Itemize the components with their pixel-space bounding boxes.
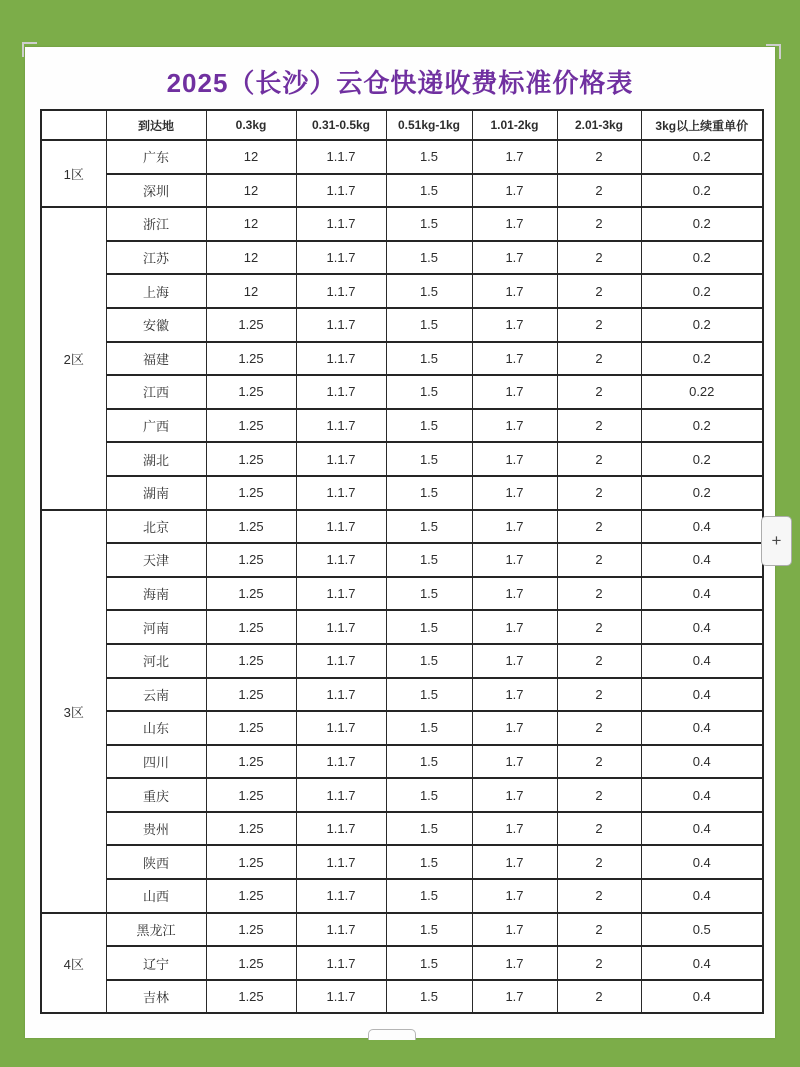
price-cell: 2 <box>557 644 641 678</box>
price-cell: 1.5 <box>386 913 472 947</box>
destination-cell: 黑龙江 <box>106 913 206 947</box>
price-cell: 1.7 <box>472 577 557 611</box>
destination-cell: 云南 <box>106 678 206 712</box>
table-row <box>41 510 763 544</box>
price-cell: 1.7 <box>472 476 557 510</box>
price-cell: 1.7 <box>472 409 557 443</box>
price-cell: 1.1.7 <box>296 745 386 779</box>
price-cell: 1.5 <box>386 174 472 208</box>
price-cell: 1.5 <box>386 409 472 443</box>
price-cell: 2 <box>557 913 641 947</box>
price-cell: 1.5 <box>386 342 472 376</box>
price-cell: 1.7 <box>472 207 557 241</box>
price-cell: 1.7 <box>472 980 557 1014</box>
price-cell: 0.4 <box>641 711 763 745</box>
table-row <box>41 879 763 913</box>
destination-cell: 安徽 <box>106 308 206 342</box>
price-cell: 2 <box>557 510 641 544</box>
table-row <box>41 308 763 342</box>
price-cell: 1.25 <box>206 812 296 846</box>
price-cell: 1.7 <box>472 845 557 879</box>
price-cell: 1.1.7 <box>296 241 386 275</box>
table-row <box>41 140 763 174</box>
price-cell: 1.25 <box>206 543 296 577</box>
price-cell: 2 <box>557 174 641 208</box>
price-cell: 1.1.7 <box>296 409 386 443</box>
price-cell: 1.25 <box>206 778 296 812</box>
destination-cell: 湖南 <box>106 476 206 510</box>
price-cell: 0.2 <box>641 476 763 510</box>
price-cell: 2 <box>557 409 641 443</box>
price-cell: 0.4 <box>641 879 763 913</box>
price-cell: 1.7 <box>472 946 557 980</box>
price-cell: 1.25 <box>206 409 296 443</box>
destination-cell: 河北 <box>106 644 206 678</box>
price-cell: 1.1.7 <box>296 879 386 913</box>
price-cell: 1.1.7 <box>296 174 386 208</box>
table-row <box>41 644 763 678</box>
header-cell: 2.01-3kg <box>557 110 641 140</box>
price-cell: 1.1.7 <box>296 274 386 308</box>
price-cell: 1.1.7 <box>296 812 386 846</box>
price-cell: 1.5 <box>386 610 472 644</box>
destination-cell: 上海 <box>106 274 206 308</box>
price-cell: 1.7 <box>472 342 557 376</box>
price-cell: 1.5 <box>386 812 472 846</box>
price-cell: 1.1.7 <box>296 913 386 947</box>
price-cell: 2 <box>557 543 641 577</box>
price-cell: 1.1.7 <box>296 308 386 342</box>
price-cell: 0.2 <box>641 241 763 275</box>
price-cell: 1.1.7 <box>296 510 386 544</box>
price-cell: 2 <box>557 711 641 745</box>
price-cell: 1.7 <box>472 543 557 577</box>
price-cell: 1.5 <box>386 745 472 779</box>
price-cell: 0.2 <box>641 342 763 376</box>
price-cell: 1.25 <box>206 476 296 510</box>
destination-cell: 吉林 <box>106 980 206 1014</box>
price-cell: 1.7 <box>472 678 557 712</box>
header-row <box>41 110 763 140</box>
price-cell: 1.1.7 <box>296 644 386 678</box>
table-row <box>41 409 763 443</box>
zone-cell: 1区 <box>41 140 106 207</box>
price-cell: 0.4 <box>641 644 763 678</box>
price-table <box>40 109 764 1014</box>
destination-cell: 江苏 <box>106 241 206 275</box>
header-cell: 1.01-2kg <box>472 110 557 140</box>
header-cell: 3kg以上续重单价 <box>641 110 763 140</box>
price-cell: 0.2 <box>641 274 763 308</box>
price-cell: 0.4 <box>641 778 763 812</box>
price-cell: 2 <box>557 207 641 241</box>
price-cell: 1.25 <box>206 678 296 712</box>
price-cell: 1.5 <box>386 274 472 308</box>
destination-cell: 山西 <box>106 879 206 913</box>
price-cell: 1.1.7 <box>296 678 386 712</box>
price-cell: 1.25 <box>206 879 296 913</box>
price-table-body <box>41 140 763 1013</box>
price-cell: 1.25 <box>206 946 296 980</box>
price-cell: 2 <box>557 241 641 275</box>
price-cell: 2 <box>557 140 641 174</box>
price-cell: 1.25 <box>206 510 296 544</box>
price-cell: 1.25 <box>206 913 296 947</box>
price-cell: 0.4 <box>641 745 763 779</box>
price-cell: 1.7 <box>472 812 557 846</box>
price-cell: 2 <box>557 678 641 712</box>
price-table-header <box>41 110 763 140</box>
destination-cell: 深圳 <box>106 174 206 208</box>
price-cell: 1.1.7 <box>296 845 386 879</box>
price-cell: 1.1.7 <box>296 610 386 644</box>
price-cell: 12 <box>206 274 296 308</box>
table-row <box>41 812 763 846</box>
price-cell: 1.5 <box>386 375 472 409</box>
table-row <box>41 241 763 275</box>
price-cell: 0.4 <box>641 812 763 846</box>
header-cell: 0.31-0.5kg <box>296 110 386 140</box>
header-cell: 到达地 <box>106 110 206 140</box>
table-row <box>41 577 763 611</box>
destination-cell: 湖北 <box>106 442 206 476</box>
table-row <box>41 442 763 476</box>
table-row <box>41 711 763 745</box>
price-cell: 2 <box>557 342 641 376</box>
page-title: 2025（长沙）云仓快递收费标准价格表 <box>166 68 634 98</box>
price-cell: 2 <box>557 610 641 644</box>
price-cell: 1.25 <box>206 577 296 611</box>
price-cell: 1.5 <box>386 644 472 678</box>
destination-cell: 北京 <box>106 510 206 544</box>
price-cell: 12 <box>206 140 296 174</box>
price-cell: 1.25 <box>206 308 296 342</box>
table-row <box>41 778 763 812</box>
price-cell: 0.2 <box>641 409 763 443</box>
price-cell: 1.7 <box>472 913 557 947</box>
price-cell: 1.7 <box>472 308 557 342</box>
price-cell: 1.7 <box>472 241 557 275</box>
price-cell: 0.4 <box>641 610 763 644</box>
table-row <box>41 610 763 644</box>
price-cell: 0.4 <box>641 980 763 1014</box>
table-row <box>41 476 763 510</box>
price-cell: 0.4 <box>641 946 763 980</box>
price-cell: 1.7 <box>472 174 557 208</box>
price-cell: 1.7 <box>472 879 557 913</box>
price-cell: 2 <box>557 778 641 812</box>
price-cell: 1.7 <box>472 644 557 678</box>
price-cell: 12 <box>206 241 296 275</box>
price-cell: 1.25 <box>206 610 296 644</box>
horizontal-scroll-handle[interactable] <box>368 1029 416 1040</box>
price-cell: 2 <box>557 274 641 308</box>
price-cell: 2 <box>557 845 641 879</box>
price-cell: 1.5 <box>386 476 472 510</box>
price-cell: 1.1.7 <box>296 476 386 510</box>
price-cell: 1.1.7 <box>296 140 386 174</box>
table-row <box>41 980 763 1014</box>
price-cell: 1.7 <box>472 442 557 476</box>
price-cell: 1.25 <box>206 342 296 376</box>
price-cell: 1.25 <box>206 375 296 409</box>
price-cell: 1.1.7 <box>296 375 386 409</box>
price-cell: 1.5 <box>386 678 472 712</box>
price-cell: 1.5 <box>386 207 472 241</box>
price-cell: 0.2 <box>641 308 763 342</box>
price-cell: 0.2 <box>641 174 763 208</box>
price-cell: 12 <box>206 207 296 241</box>
price-cell: 1.7 <box>472 778 557 812</box>
table-row <box>41 845 763 879</box>
price-cell: 1.25 <box>206 745 296 779</box>
zone-cell: 3区 <box>41 510 106 913</box>
table-row <box>41 745 763 779</box>
price-cell: 1.1.7 <box>296 207 386 241</box>
destination-cell: 陕西 <box>106 845 206 879</box>
price-cell: 2 <box>557 980 641 1014</box>
price-cell: 1.7 <box>472 711 557 745</box>
destination-cell: 山东 <box>106 711 206 745</box>
price-cell: 1.7 <box>472 510 557 544</box>
price-cell: 1.25 <box>206 711 296 745</box>
price-cell: 2 <box>557 812 641 846</box>
price-cell: 1.5 <box>386 543 472 577</box>
destination-cell: 贵州 <box>106 812 206 846</box>
price-cell: 2 <box>557 745 641 779</box>
table-row <box>41 946 763 980</box>
price-cell: 2 <box>557 375 641 409</box>
price-cell: 1.5 <box>386 442 472 476</box>
destination-cell: 四川 <box>106 745 206 779</box>
price-cell: 1.5 <box>386 778 472 812</box>
price-cell: 0.2 <box>641 140 763 174</box>
zone-cell: 4区 <box>41 913 106 1014</box>
price-cell: 1.1.7 <box>296 711 386 745</box>
price-cell: 2 <box>557 476 641 510</box>
price-cell: 0.4 <box>641 510 763 544</box>
expand-handle-button[interactable]: + <box>761 516 792 566</box>
price-cell: 0.4 <box>641 543 763 577</box>
header-cell-empty <box>41 110 106 140</box>
price-cell: 1.1.7 <box>296 342 386 376</box>
price-cell: 1.1.7 <box>296 778 386 812</box>
price-cell: 1.1.7 <box>296 577 386 611</box>
header-cell: 0.3kg <box>206 110 296 140</box>
price-cell: 1.5 <box>386 140 472 174</box>
destination-cell: 河南 <box>106 610 206 644</box>
destination-cell: 重庆 <box>106 778 206 812</box>
price-cell: 1.5 <box>386 946 472 980</box>
price-cell: 2 <box>557 308 641 342</box>
destination-cell: 广东 <box>106 140 206 174</box>
price-cell: 1.7 <box>472 610 557 644</box>
price-cell: 1.25 <box>206 980 296 1014</box>
price-cell: 1.7 <box>472 274 557 308</box>
table-row <box>41 207 763 241</box>
price-cell: 2 <box>557 442 641 476</box>
price-cell: 1.5 <box>386 845 472 879</box>
price-cell: 1.1.7 <box>296 543 386 577</box>
price-cell: 1.25 <box>206 845 296 879</box>
destination-cell: 海南 <box>106 577 206 611</box>
destination-cell: 天津 <box>106 543 206 577</box>
destination-cell: 江西 <box>106 375 206 409</box>
price-cell: 1.7 <box>472 745 557 779</box>
price-cell: 1.5 <box>386 980 472 1014</box>
price-cell: 1.5 <box>386 577 472 611</box>
price-cell: 1.5 <box>386 308 472 342</box>
destination-cell: 辽宁 <box>106 946 206 980</box>
price-cell: 0.4 <box>641 577 763 611</box>
price-cell: 1.25 <box>206 442 296 476</box>
price-cell: 2 <box>557 577 641 611</box>
destination-cell: 广西 <box>106 409 206 443</box>
price-cell: 1.1.7 <box>296 980 386 1014</box>
price-cell: 0.4 <box>641 845 763 879</box>
zone-cell: 2区 <box>41 207 106 509</box>
price-cell: 1.1.7 <box>296 946 386 980</box>
price-cell: 2 <box>557 879 641 913</box>
price-cell: 1.5 <box>386 241 472 275</box>
price-cell: 0.2 <box>641 207 763 241</box>
table-row <box>41 375 763 409</box>
table-row <box>41 543 763 577</box>
document-page <box>25 47 775 1038</box>
price-cell: 1.1.7 <box>296 442 386 476</box>
table-row <box>41 342 763 376</box>
price-cell: 0.5 <box>641 913 763 947</box>
price-cell: 0.2 <box>641 442 763 476</box>
price-cell: 2 <box>557 946 641 980</box>
price-cell: 1.7 <box>472 140 557 174</box>
price-cell: 1.7 <box>472 375 557 409</box>
price-cell: 1.5 <box>386 711 472 745</box>
price-cell: 0.4 <box>641 678 763 712</box>
table-row <box>41 274 763 308</box>
price-cell: 1.5 <box>386 510 472 544</box>
table-row <box>41 678 763 712</box>
table-row <box>41 174 763 208</box>
destination-cell: 浙江 <box>106 207 206 241</box>
price-cell: 12 <box>206 174 296 208</box>
price-cell: 0.22 <box>641 375 763 409</box>
price-cell: 1.25 <box>206 644 296 678</box>
price-cell: 1.5 <box>386 879 472 913</box>
table-row <box>41 913 763 947</box>
destination-cell: 福建 <box>106 342 206 376</box>
header-cell: 0.51kg-1kg <box>386 110 472 140</box>
